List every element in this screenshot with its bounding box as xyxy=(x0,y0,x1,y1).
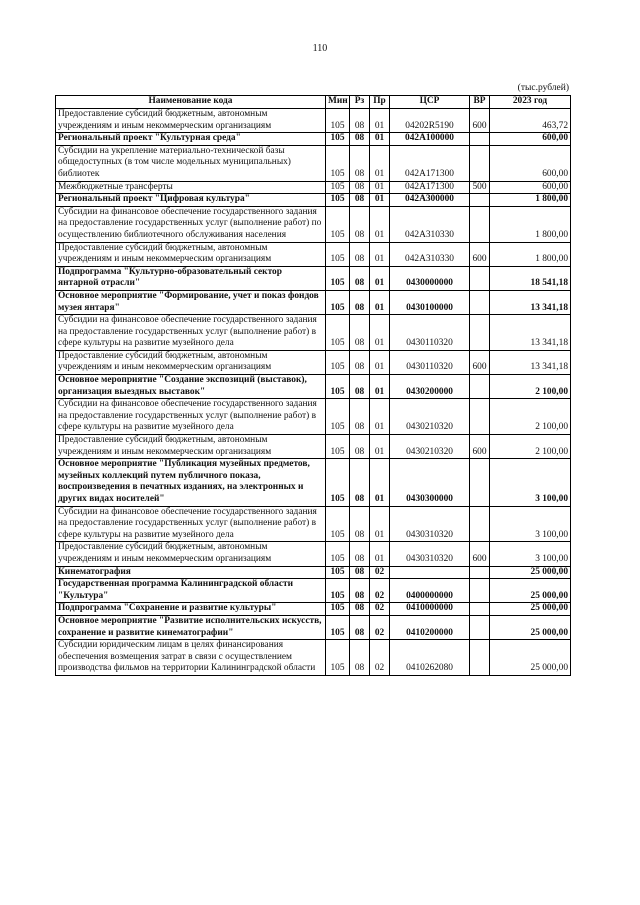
cell-rz: 08 xyxy=(350,194,370,207)
header-vr: ВР xyxy=(470,96,490,109)
cell-pr: 01 xyxy=(370,435,390,459)
cell-csr: 0410000000 xyxy=(390,603,470,616)
cell-csr: 042А171300 xyxy=(390,181,470,194)
cell-min: 105 xyxy=(326,603,350,616)
cell-name: Основное мероприятие "Создание экспозиций (выставок), организация выездных выставок" xyxy=(56,375,326,399)
cell-csr: 042А300000 xyxy=(390,194,470,207)
cell-csr: 0430110320 xyxy=(390,350,470,374)
cell-rz: 08 xyxy=(350,640,370,676)
cell-vr xyxy=(470,206,490,242)
cell-pr: 01 xyxy=(370,290,390,314)
table-row xyxy=(56,506,571,542)
cell-csr: 0430210320 xyxy=(390,435,470,459)
cell-min: 105 xyxy=(326,640,350,676)
cell-min: 105 xyxy=(326,315,350,351)
cell-csr: 0430210320 xyxy=(390,399,470,435)
cell-pr: 01 xyxy=(370,375,390,399)
cell-pr: 01 xyxy=(370,542,390,566)
cell-csr: 0400000000 xyxy=(390,579,470,603)
cell-vr xyxy=(470,266,490,290)
table-row xyxy=(56,266,571,290)
cell-amount: 3 100,00 xyxy=(490,542,571,566)
cell-vr: 600 xyxy=(470,109,490,133)
cell-amount: 2 100,00 xyxy=(490,399,571,435)
table-row xyxy=(56,603,571,616)
cell-min: 105 xyxy=(326,375,350,399)
table-row xyxy=(56,579,571,603)
cell-vr xyxy=(470,640,490,676)
cell-amount: 600,00 xyxy=(490,133,571,146)
cell-rz: 08 xyxy=(350,133,370,146)
table-row xyxy=(56,133,571,146)
cell-min: 105 xyxy=(326,506,350,542)
cell-name: Основное мероприятие "Развитие исполнительских искусств, сохранение и развитие кинематографии" xyxy=(56,615,326,639)
cell-min: 105 xyxy=(326,615,350,639)
cell-name: Предоставление субсидий бюджетным, автономным учреждениям и иным некоммерческим организациям xyxy=(56,109,326,133)
cell-amount: 2 100,00 xyxy=(490,375,571,399)
table-row xyxy=(56,242,571,266)
header-name: Наименование кода xyxy=(56,96,326,109)
cell-name: Субсидии на финансовое обеспечение государственного задания на предоставление государственных услуг (выполнение работ) в сфере культуры на развитие музейного дела xyxy=(56,399,326,435)
cell-min: 105 xyxy=(326,399,350,435)
cell-vr xyxy=(470,566,490,579)
header-csr: ЦСР xyxy=(390,96,470,109)
cell-rz: 08 xyxy=(350,375,370,399)
table-row xyxy=(56,566,571,579)
cell-name: Субсидии на укрепление материально-технической базы общедоступных (в том числе модельных муниципальных) библиотек xyxy=(56,145,326,181)
cell-min: 105 xyxy=(326,266,350,290)
cell-rz: 08 xyxy=(350,315,370,351)
cell-min: 105 xyxy=(326,290,350,314)
cell-rz: 08 xyxy=(350,399,370,435)
cell-name: Региональный проект "Цифровая культура" xyxy=(56,194,326,207)
cell-vr xyxy=(470,399,490,435)
table-header-row xyxy=(56,96,571,109)
cell-name: Предоставление субсидий бюджетным, автономным учреждениям и иным некоммерческим организациям xyxy=(56,435,326,459)
cell-csr: 042А310330 xyxy=(390,242,470,266)
cell-rz: 08 xyxy=(350,435,370,459)
cell-name: Межбюджетные трансферты xyxy=(56,181,326,194)
cell-csr: 042А171300 xyxy=(390,145,470,181)
cell-csr: 0430000000 xyxy=(390,266,470,290)
cell-rz: 08 xyxy=(350,459,370,506)
cell-rz: 08 xyxy=(350,206,370,242)
cell-name: Субсидии на финансовое обеспечение государственного задания на предоставление государственных услуг (выполнение работ) в сфере культуры на развитие музейного дела xyxy=(56,315,326,351)
cell-vr xyxy=(470,133,490,146)
cell-name: Кинематография xyxy=(56,566,326,579)
table-row xyxy=(56,399,571,435)
cell-amount: 600,00 xyxy=(490,181,571,194)
cell-pr: 01 xyxy=(370,459,390,506)
cell-amount: 2 100,00 xyxy=(490,435,571,459)
budget-table xyxy=(55,95,571,676)
cell-csr: 042А100000 xyxy=(390,133,470,146)
table-row xyxy=(56,315,571,351)
cell-name: Предоставление субсидий бюджетным, автономным учреждениям и иным некоммерческим организациям xyxy=(56,242,326,266)
cell-rz: 08 xyxy=(350,242,370,266)
cell-min: 105 xyxy=(326,242,350,266)
cell-name: Основное мероприятие "Формирование, учет и показ фондов музея янтаря" xyxy=(56,290,326,314)
cell-min: 105 xyxy=(326,566,350,579)
cell-vr: 600 xyxy=(470,350,490,374)
cell-name: Субсидии юридическим лицам в целях финансирования обеспечения возмещения затрат в связи с осуществлением производства фильмов на территории Калининградской области xyxy=(56,640,326,676)
cell-rz: 08 xyxy=(350,109,370,133)
cell-csr: 0430310320 xyxy=(390,506,470,542)
cell-min: 105 xyxy=(326,435,350,459)
cell-min: 105 xyxy=(326,133,350,146)
cell-amount: 25 000,00 xyxy=(490,615,571,639)
cell-vr xyxy=(470,459,490,506)
cell-csr: 042А310330 xyxy=(390,206,470,242)
header-min: Мин xyxy=(326,96,350,109)
cell-amount: 18 541,18 xyxy=(490,266,571,290)
page-number: 110 xyxy=(312,43,328,54)
cell-min: 105 xyxy=(326,459,350,506)
header-rz: Рз xyxy=(350,96,370,109)
cell-vr: 500 xyxy=(470,181,490,194)
cell-amount: 3 100,00 xyxy=(490,506,571,542)
cell-name: Региональный проект "Культурная среда" xyxy=(56,133,326,146)
cell-amount: 1 800,00 xyxy=(490,194,571,207)
cell-amount: 3 100,00 xyxy=(490,459,571,506)
cell-name: Субсидии на финансовое обеспечение государственного задания на предоставление государственных услуг (выполнение работ) по осуществлению библиотечного обслуживания населения xyxy=(56,206,326,242)
cell-name: Подпрограмма "Сохранение и развитие культуры" xyxy=(56,603,326,616)
cell-pr: 01 xyxy=(370,315,390,351)
cell-amount: 463,72 xyxy=(490,109,571,133)
table-row xyxy=(56,194,571,207)
cell-rz: 08 xyxy=(350,506,370,542)
units-label: (тыс.рублей) xyxy=(517,83,569,93)
cell-csr xyxy=(390,566,470,579)
cell-pr: 01 xyxy=(370,109,390,133)
cell-name: Основное мероприятие "Публикация музейных предметов, музейных коллекций путем публичного показа, воспроизведения в печатных изданиях, на электронных и других видах носителей" xyxy=(56,459,326,506)
cell-rz: 08 xyxy=(350,266,370,290)
cell-amount: 13 341,18 xyxy=(490,290,571,314)
cell-rz: 08 xyxy=(350,615,370,639)
cell-pr: 02 xyxy=(370,615,390,639)
cell-rz: 08 xyxy=(350,603,370,616)
table-row xyxy=(56,109,571,133)
cell-vr xyxy=(470,615,490,639)
table-row xyxy=(56,615,571,639)
cell-vr: 600 xyxy=(470,542,490,566)
cell-csr: 0430100000 xyxy=(390,290,470,314)
cell-rz: 08 xyxy=(350,181,370,194)
cell-pr: 01 xyxy=(370,145,390,181)
cell-amount: 25 000,00 xyxy=(490,640,571,676)
cell-name: Подпрограмма "Культурно-образовательный сектор янтарной отрасли" xyxy=(56,266,326,290)
cell-csr: 0410200000 xyxy=(390,615,470,639)
cell-vr xyxy=(470,603,490,616)
table-row xyxy=(56,181,571,194)
cell-pr: 01 xyxy=(370,266,390,290)
header-pr: Пр xyxy=(370,96,390,109)
cell-amount: 25 000,00 xyxy=(490,579,571,603)
cell-pr: 01 xyxy=(370,133,390,146)
cell-min: 105 xyxy=(326,579,350,603)
cell-amount: 13 341,18 xyxy=(490,350,571,374)
header-amount: 2023 год xyxy=(490,96,571,109)
cell-vr: 600 xyxy=(470,242,490,266)
cell-pr: 01 xyxy=(370,206,390,242)
cell-min: 105 xyxy=(326,181,350,194)
cell-pr: 01 xyxy=(370,350,390,374)
cell-rz: 08 xyxy=(350,350,370,374)
cell-name: Государственная программа Калининградской области "Культура" xyxy=(56,579,326,603)
cell-min: 105 xyxy=(326,109,350,133)
cell-pr: 02 xyxy=(370,640,390,676)
cell-vr xyxy=(470,145,490,181)
cell-csr: 0410262080 xyxy=(390,640,470,676)
cell-vr xyxy=(470,290,490,314)
table-row xyxy=(56,290,571,314)
cell-rz: 08 xyxy=(350,145,370,181)
table-row xyxy=(56,145,571,181)
cell-amount: 25 000,00 xyxy=(490,566,571,579)
cell-csr: 0430310320 xyxy=(390,542,470,566)
cell-name: Предоставление субсидий бюджетным, автономным учреждениям и иным некоммерческим организациям xyxy=(56,542,326,566)
table-row xyxy=(56,542,571,566)
cell-csr: 0430110320 xyxy=(390,315,470,351)
cell-vr xyxy=(470,315,490,351)
cell-vr: 600 xyxy=(470,435,490,459)
cell-vr xyxy=(470,375,490,399)
cell-name: Субсидии на финансовое обеспечение государственного задания на предоставление государственных услуг (выполнение работ) в сфере культуры на развитие музейного дела xyxy=(56,506,326,542)
cell-min: 105 xyxy=(326,206,350,242)
cell-pr: 01 xyxy=(370,506,390,542)
cell-rz: 08 xyxy=(350,566,370,579)
cell-amount: 1 800,00 xyxy=(490,242,571,266)
cell-min: 105 xyxy=(326,145,350,181)
cell-min: 105 xyxy=(326,194,350,207)
cell-pr: 02 xyxy=(370,579,390,603)
cell-pr: 02 xyxy=(370,566,390,579)
cell-name: Предоставление субсидий бюджетным, автономным учреждениям и иным некоммерческим организациям xyxy=(56,350,326,374)
cell-vr xyxy=(470,194,490,207)
table-row xyxy=(56,206,571,242)
cell-csr: 0430300000 xyxy=(390,459,470,506)
cell-vr xyxy=(470,506,490,542)
cell-pr: 01 xyxy=(370,194,390,207)
cell-vr xyxy=(470,579,490,603)
cell-pr: 02 xyxy=(370,603,390,616)
table-row xyxy=(56,350,571,374)
cell-csr: 04202R5190 xyxy=(390,109,470,133)
cell-amount: 25 000,00 xyxy=(490,603,571,616)
cell-rz: 08 xyxy=(350,290,370,314)
cell-pr: 01 xyxy=(370,242,390,266)
table-row xyxy=(56,459,571,506)
cell-csr: 0430200000 xyxy=(390,375,470,399)
table-row xyxy=(56,435,571,459)
cell-min: 105 xyxy=(326,542,350,566)
cell-amount: 13 341,18 xyxy=(490,315,571,351)
cell-amount: 600,00 xyxy=(490,145,571,181)
cell-rz: 08 xyxy=(350,542,370,566)
cell-pr: 01 xyxy=(370,181,390,194)
table-row xyxy=(56,375,571,399)
cell-amount: 1 800,00 xyxy=(490,206,571,242)
cell-min: 105 xyxy=(326,350,350,374)
table-row xyxy=(56,640,571,676)
cell-rz: 08 xyxy=(350,579,370,603)
cell-pr: 01 xyxy=(370,399,390,435)
